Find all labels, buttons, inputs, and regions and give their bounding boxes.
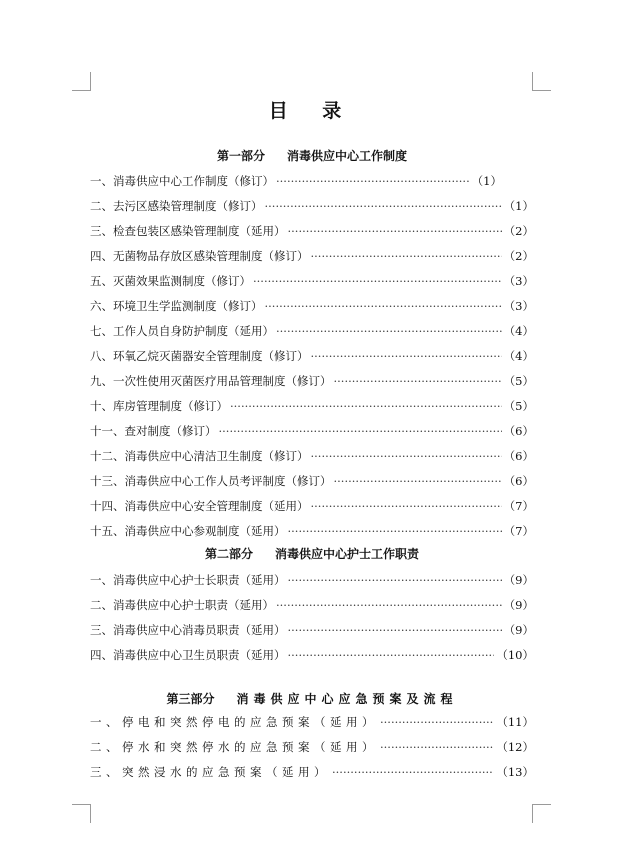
page-number: （3） [503,299,534,313]
toc-entry[interactable]: 十二、消毒供应中心清洁卫生制度（修订） ····· （6） [90,447,534,465]
toc-entry[interactable]: 五、灭菌效果监测制度（修订） ····· （3） [90,272,534,290]
leader-dots [332,763,494,781]
page-number: （6） [503,449,534,463]
toc-entry[interactable]: 二、去污区感染管理制度（修订） ····· （1） [90,197,534,215]
toc-entry[interactable]: 九、一次性使用灭菌医疗用品管理制度（修订） ····· （5） [90,372,534,390]
leader-dots [288,621,502,639]
section-part: 第二部分 [204,547,253,561]
leader-dots [311,447,502,465]
section-name: 消毒供应中心工作制度 [287,149,408,163]
section-name: 消毒供应中心护士工作职责 [275,547,420,561]
toc-entry[interactable]: 二、停水和突然停水的应急预案（延用） ····· （12） [90,738,534,756]
leader-dots [311,347,502,365]
toc-entry[interactable]: 六、环境卫生学监测制度（修订） ····· （3） [90,297,534,315]
toc-title: 目 录 [268,100,356,122]
crop-mark-top-right [532,72,551,91]
section-part: 第三部分 [166,692,215,706]
page-number: （1） [471,174,502,188]
page-number: （1） [503,199,534,213]
leader-dots [380,738,494,756]
page-number: （2） [503,249,534,263]
toc-entry[interactable]: 三、消毒供应中心消毒员职责（延用） ····· （9） [90,621,534,639]
page-number: （9） [503,623,534,637]
leader-dots [288,522,502,540]
toc-entry[interactable]: 一、消毒供应中心护士长职责（延用） ····· （9） [90,571,534,589]
toc-entry[interactable]: 三、检查包装区感染管理制度（延用） ····· （2） [90,222,534,240]
section-heading [90,147,534,165]
leader-dots [334,472,502,490]
page-number: （5） [503,399,534,413]
leader-dots [276,596,502,614]
toc-entry[interactable]: 四、无菌物品存放区感染管理制度（修订） ····· （2） [90,247,534,265]
toc-entry[interactable]: 十一、查对制度（修订） ····· （6） [90,422,534,440]
crop-mark-bottom-left [72,804,91,823]
leader-dots [334,372,502,390]
page-number: （11） [496,715,534,729]
leader-dots [311,497,502,515]
toc-entry[interactable]: 十五、消毒供应中心参观制度（延用） ····· （7） [90,522,534,540]
page-number: （7） [503,524,534,538]
leader-dots [311,247,502,265]
leader-dots [230,397,502,415]
leader-dots [219,422,502,440]
page-number: （5） [503,374,534,388]
leader-dots [265,197,502,215]
page-number: （7） [503,499,534,513]
page-number: （9） [503,598,534,612]
page-number: （2） [503,224,534,238]
page-number: （4） [503,324,534,338]
page-number: （6） [503,424,534,438]
leader-dots [265,297,502,315]
toc-entry[interactable]: 八、环氧乙烷灭菌器安全管理制度（修订） ····· （4） [90,347,534,365]
toc-entry[interactable]: 三、突然浸水的应急预案（延用） ····· （13） [90,763,534,781]
toc-entry[interactable]: 十四、消毒供应中心安全管理制度（延用） ····· （7） [90,497,534,515]
section-heading [90,690,534,708]
toc-entry[interactable]: 七、工作人员自身防护制度（延用） ····· （4） [90,322,534,340]
section-part: 第一部分 [216,149,265,163]
leader-dots [276,172,470,190]
leader-dots [288,222,502,240]
leader-dots [253,272,502,290]
leader-dots [380,713,494,731]
page-number: （3） [503,274,534,288]
leader-dots [276,322,502,340]
toc-entry[interactable]: 一、停电和突然停电的应急预案（延用） ····· （11） [90,713,534,731]
page-number: （13） [496,765,534,779]
page-number: （12） [496,740,534,754]
section-heading [90,545,534,563]
page-number: （6） [503,474,534,488]
toc-entry[interactable]: 一、消毒供应中心工作制度（修订） ····· （1） [90,172,502,190]
toc-entry[interactable]: 十三、消毒供应中心工作人员考评制度（修订） ····· （6） [90,472,534,490]
page-number: （4） [503,349,534,363]
leader-dots [288,646,495,664]
section-name: 消毒供应中心应急预案及流程 [236,692,458,706]
crop-mark-top-left [72,72,91,91]
toc-entry[interactable]: 十、库房管理制度（修订） ····· （5） [90,397,534,415]
page-number: （9） [503,573,534,587]
crop-mark-bottom-right [532,804,551,823]
toc-entry[interactable]: 四、消毒供应中心卫生员职责（延用） ····· （10） [90,646,534,664]
page-number: （10） [496,648,534,662]
leader-dots [288,571,502,589]
toc-entry[interactable]: 二、消毒供应中心护士职责（延用） ····· （9） [90,596,534,614]
